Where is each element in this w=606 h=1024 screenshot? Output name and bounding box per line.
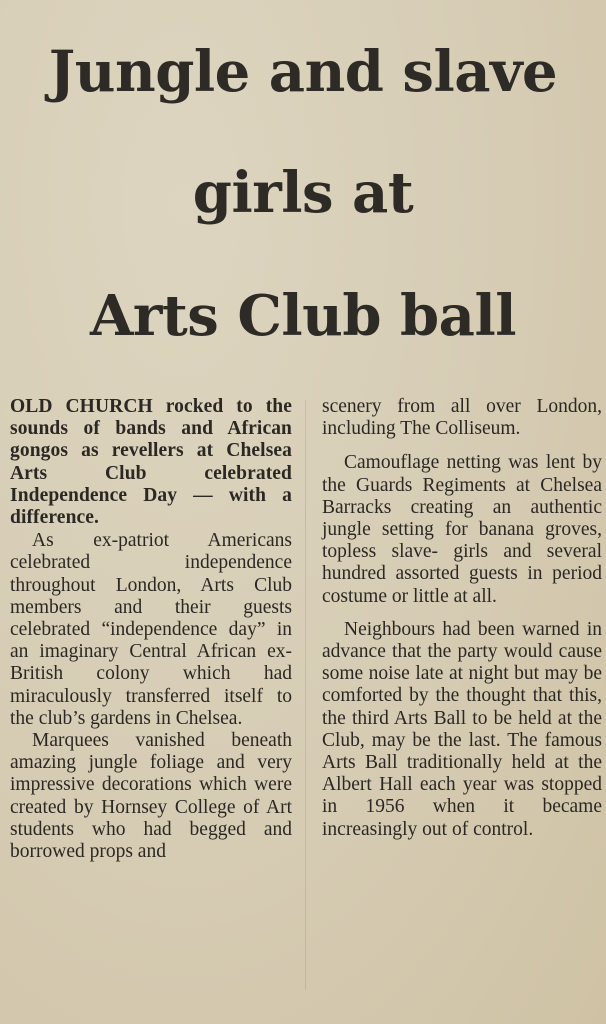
article-paragraph-2-continued: scenery from all over London, including The Colliseum. — [322, 396, 602, 440]
headline-line-3: Arts Club ball — [89, 283, 517, 349]
article-column-right — [322, 396, 602, 841]
article-paragraph-3: Camouflage netting was lent by the Guards Regiments at Chelsea Barracks creating an authentic jungle setting for banana groves, topless slave- girls and several hundred assorted guests in period costume or little at all. — [322, 452, 602, 607]
article-paragraph-1: As ex-patriot Americans celebrated independence throughout London, Arts Club members and their guests celebrated “independence day” in an imaginary Central African ex- British colony which had miraculously transferred itself to the club’s gardens in Chelsea. — [10, 530, 292, 729]
article-paragraph-2: Marquees vanished beneath amazing jungle foliage and very impressive decorations which were created by Hornsey College of Art students who had begged and borrowed props and — [10, 730, 292, 863]
article-paragraph-4: Neighbours had been warned in advance that the party would cause some noise late at night but may be comforted by the thought that this, the third Arts Ball to be held at the Club, may be the last. The famous Arts Ball traditionally held at the Albert Hall each year was stopped in 1956 when it became increasingly out of control. — [322, 618, 602, 840]
article-column-left — [10, 396, 292, 863]
headline-line-1: Jungle and slave — [48, 39, 558, 105]
article-lead-paragraph: OLD CHURCH rocked to the sounds of bands and African gongos as revellers at Chelsea Arts Club celebrated Independence Day — with a difference. — [10, 396, 292, 529]
column-divider — [305, 400, 306, 990]
headline-line-2: girls at — [192, 160, 414, 226]
